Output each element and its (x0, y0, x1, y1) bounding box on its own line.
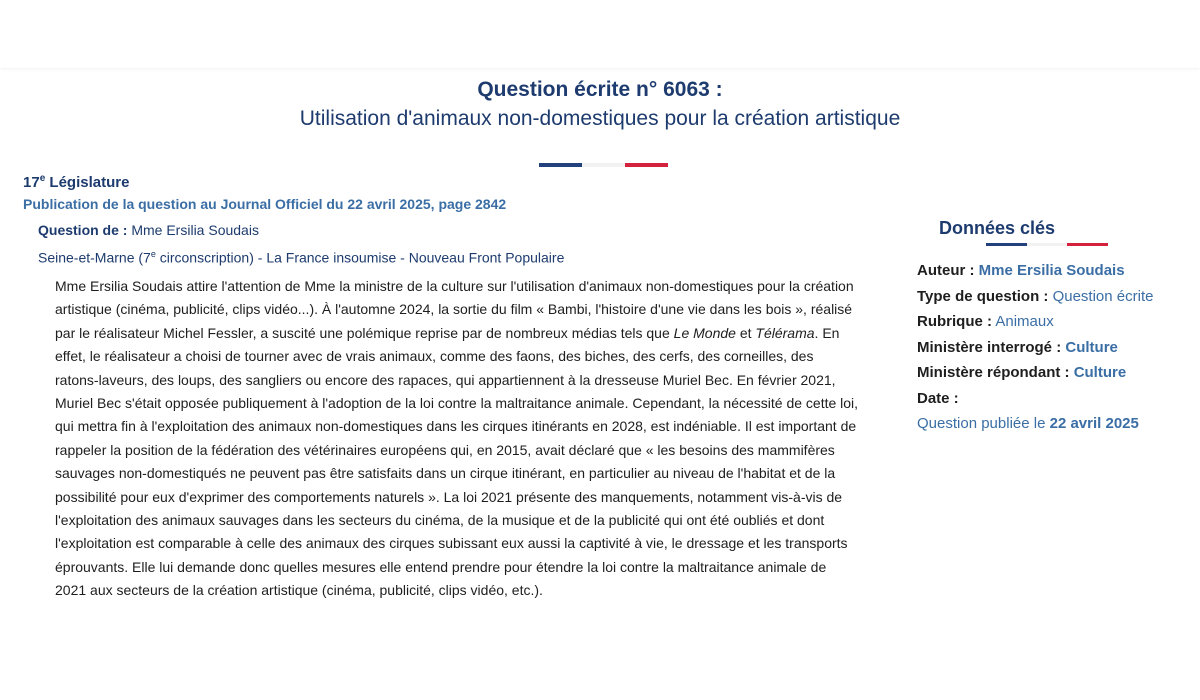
date-value: 22 avril 2025 (1049, 415, 1139, 432)
key-data-title: Données clés (938, 218, 1056, 238)
publication-link[interactable]: Publication de la question au Journal Officiel du 22 avril 2025, page 2842 (23, 196, 507, 212)
date-label-row: Date : (917, 389, 959, 407)
rubrique-row: Rubrique : Animaux (917, 313, 1054, 330)
top-bar (0, 0, 1200, 68)
date-row: Question publiée le 22 avril 2025 (917, 415, 1139, 432)
author-row: Auteur : Mme Ersilia Soudais (917, 262, 1125, 279)
asker-label: Question de : (38, 222, 128, 238)
page-header (0, 76, 1200, 134)
question-author-block (38, 218, 564, 270)
author-link[interactable]: Mme Ersilia Soudais (978, 262, 1125, 279)
asker-name: Mme Ersilia Soudais (131, 222, 259, 238)
type-row: Type de question : Question écrite (917, 287, 1154, 305)
page-subtitle: Utilisation d'animaux non-domestiques pour la création artistique (299, 107, 901, 130)
page-title: Question écrite n° 6063 : (477, 78, 723, 101)
tricolor-divider (539, 163, 668, 167)
ministere-interroge-link[interactable]: Culture (1065, 338, 1118, 356)
asker-constituency: Seine-et-Marne (7e circonscription) - La France insoumise - Nouveau Front Populaire (38, 249, 565, 266)
ministere-repondant-link[interactable]: Culture (1073, 364, 1127, 381)
legislature: 17e Législature (23, 173, 130, 191)
key-data-panel (917, 215, 1197, 437)
ministere-repondant-row: Ministère répondant : Culture (917, 364, 1127, 381)
key-data-underline (986, 243, 1108, 246)
question-text: Mme Ersilia Soudais attire l'attention de Mme la ministre de la culture sur l'utilisation d'animaux non-domestiques pour la création artistique (cinéma, publicité, clips vidéo...). À l'automne 2024, la sortie du film « Bambi, l'histoire d'une vie dans les bois », réalisé par le réalisateur Michel Fessler, a suscité une polémique reprise par de nombreux médias tels que Le Monde et Télérama. En effet, le réalisateur a choisi de tourner avec de vrais animaux, comme des faons, des biches, des cerfs, des corneilles, des ratons-laveurs, des loups, des sangliers ou encore des rapaces, qui appartiennent à la dresseuse Muriel Bec. En février 2021, Muriel Bec s'était opposée publiquement à l'adoption de la loi contre la maltraitance animale. Cependant, la nécessité de cette loi, qui mettra fin à l'exploitation des animaux non-domestiques dans les cirques itinérants en 2028, est indéniable. Il est important de rappeler la position de la fédération des vétérinaires européens qui, en 2015, avait déclaré que « les besoins des mammifères sauvages non-domestiqués ne peuvent pas être satisfaits dans un cirque itinérant, en particulier au niveau de l'habitat et de la possibilité pour eux d'exprimer des comportements naturels ». La loi 2021 présente des manquements, notamment vis-à-vis de l'exploitation des animaux sauvages dans les secteurs du cinéma, de la musique et de la publicité qui ont été oubliés et dont l'exploitation est comparable à celle des animaux des cirques subissant eux aussi la captivité à vie, le dressage et les transports éprouvants. Elle lui demande donc quelles mesures elle entend prendre pour étendre la loi contre la maltraitance animale de 2021 aux secteurs de la création artistique (cinéma, publicité, clips vidéo, etc.). (55, 278, 859, 599)
ministere-interroge-row: Ministère interrogé : Culture (917, 338, 1118, 356)
question-meta (23, 168, 506, 214)
